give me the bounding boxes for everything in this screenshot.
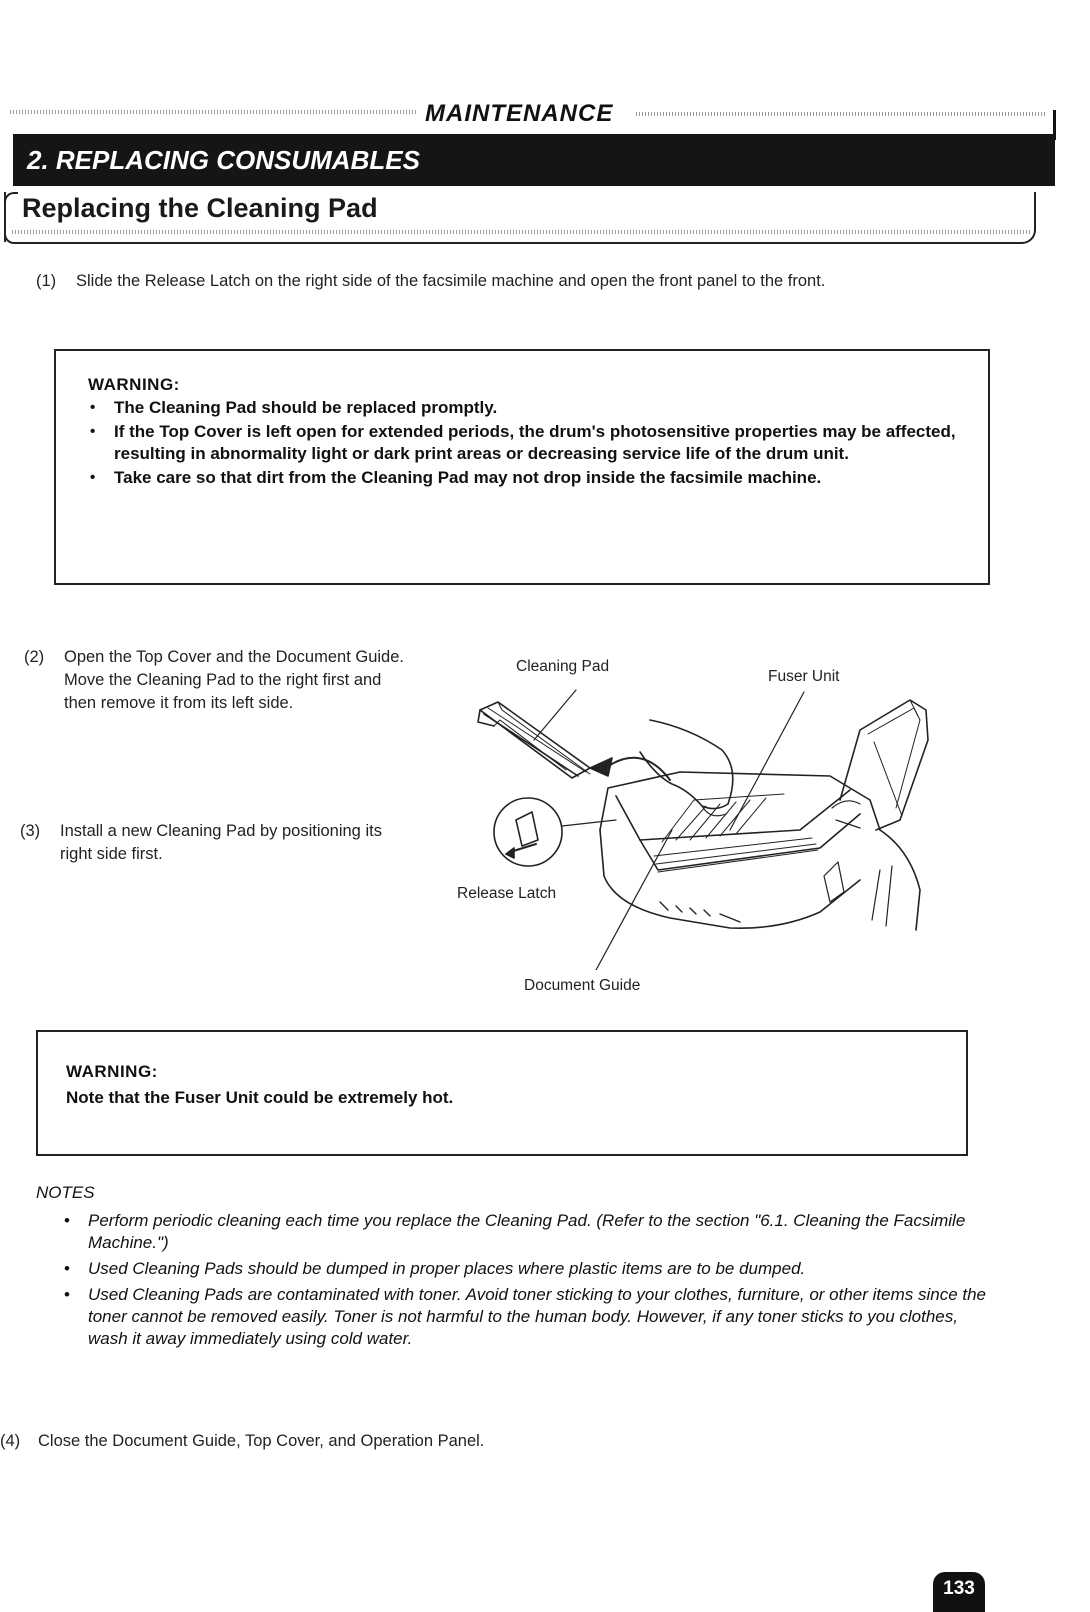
warning-2-text: Note that the Fuser Unit could be extremely hot.	[66, 1088, 454, 1107]
subsection-dotted-rule	[12, 230, 1032, 234]
label-fuser-unit: Fuser Unit	[768, 668, 840, 685]
release-latch-detail	[494, 798, 562, 866]
step-2-number: (2)	[24, 648, 45, 666]
step-2-text: Open the Top Cover and the Document Guide. Move the Cleaning Pad to the right first and then remove it from its left side.	[64, 648, 404, 712]
warning-box-2	[36, 1030, 968, 1156]
fax-machine-illustration	[440, 680, 960, 970]
notes-list	[62, 1210, 1002, 1350]
note-item: • Used Cleaning Pads should be dumped in proper places where plastic items are to be dumped.	[62, 1258, 1002, 1280]
step-3	[20, 820, 400, 866]
note-item: • Used Cleaning Pads are contaminated with toner. Avoid toner sticking to your clothes, furniture, or other items since the toner cannot be removed easily. Toner is not harmful to the human body. However, if any toner sticks to you clothes, wash it away immediately using cold water.	[62, 1284, 1002, 1350]
section-title: 2. REPLACING CONSUMABLES	[27, 145, 420, 175]
fax-machine-body	[600, 700, 928, 930]
warning-box-1	[54, 349, 990, 585]
step-3-number: (3)	[20, 822, 41, 840]
step-1-text: Slide the Release Latch on the right side of the facsimile machine and open the front panel to the front.	[76, 272, 826, 290]
step-2	[24, 646, 404, 715]
leader-fuser-unit	[730, 692, 804, 830]
label-release-latch: Release Latch	[457, 885, 557, 902]
warning-1-title: WARNING:	[88, 375, 180, 394]
leader-cleaning-pad	[534, 690, 576, 740]
step-1	[36, 270, 1036, 293]
running-title: MAINTENANCE	[425, 100, 614, 127]
step-3-text: Install a new Cleaning Pad by positioning its right side first.	[60, 822, 382, 863]
notes-block	[62, 1210, 1002, 1354]
warning-1-item: • If the Top Cover is left open for extended periods, the drum's photosensitive properties may be affected, resulting in abnormality light or dark print areas or decreasing service life of the drum unit.	[88, 421, 958, 465]
header-dotted-rule-left	[10, 110, 418, 114]
note-item: • Perform periodic cleaning each time you replace the Cleaning Pad. (Refer to the section "6.1. Cleaning the Facsimile Machine.")	[62, 1210, 1002, 1254]
notes-title: NOTES	[36, 1183, 95, 1202]
header-dotted-rule-right	[636, 112, 1046, 116]
warning-2-title: WARNING:	[66, 1062, 158, 1081]
leader-release-latch	[562, 820, 616, 826]
step-4	[0, 1430, 800, 1453]
label-document-guide: Document Guide	[524, 977, 641, 994]
page-number: 133	[933, 1572, 985, 1612]
step-4-text: Close the Document Guide, Top Cover, and Operation Panel.	[38, 1432, 485, 1450]
step-1-number: (1)	[36, 272, 57, 290]
warning-1-item: • Take care so that dirt from the Cleaning Pad may not drop inside the facsimile machine.	[88, 467, 958, 489]
label-cleaning-pad: Cleaning Pad	[516, 658, 610, 675]
step-4-number: (4)	[0, 1432, 21, 1450]
section-title-bar	[13, 134, 1055, 186]
leader-document-guide	[596, 830, 672, 970]
warning-1-list	[88, 397, 958, 489]
subsection-title: Replacing the Cleaning Pad	[22, 193, 378, 223]
warning-1-item: • The Cleaning Pad should be replaced promptly.	[88, 397, 958, 419]
